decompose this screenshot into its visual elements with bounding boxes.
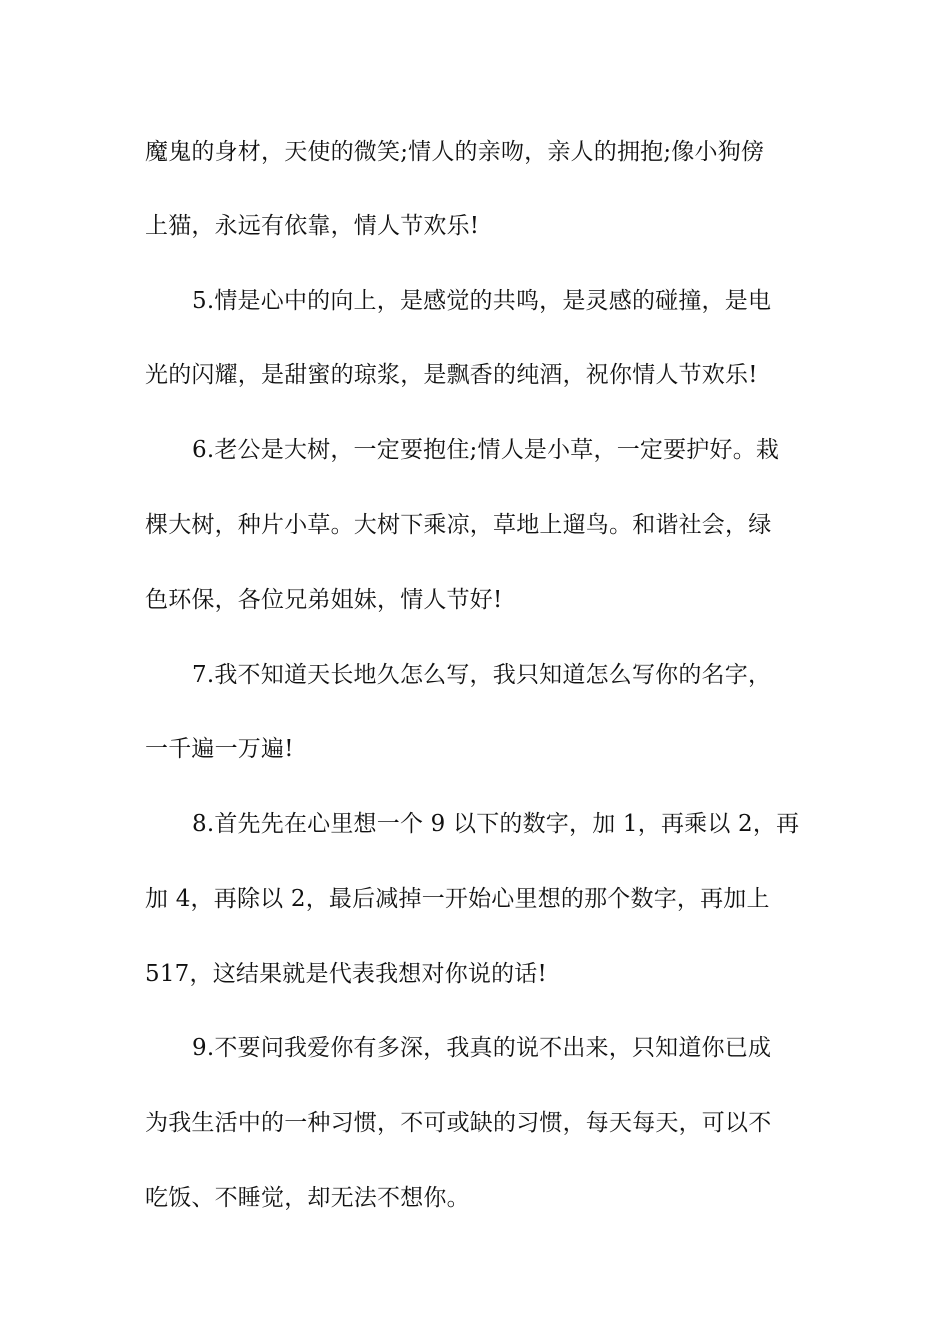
text-line: 吃饭、不睡觉，却无法不想你。 bbox=[145, 1185, 470, 1211]
paragraph-5-start: 5.情是心中的向上，是感觉的共鸣，是灵感的碰撞，是电 bbox=[192, 288, 772, 314]
text-line: 517，这结果就是代表我想对你说的话! bbox=[145, 961, 547, 987]
text-line: 上猫，永远有依靠，情人节欢乐! bbox=[145, 213, 480, 239]
text-line: 加 4，再除以 2，最后减掉一开始心里想的那个数字，再加上 bbox=[145, 886, 770, 912]
paragraph-9-start: 9.不要问我爱你有多深，我真的说不出来，只知道你已成 bbox=[192, 1035, 772, 1061]
text-line: 光的闪耀，是甜蜜的琼浆，是飘香的纯酒，祝你情人节欢乐! bbox=[145, 362, 758, 388]
text-line: 棵大树，种片小草。大树下乘凉，草地上遛鸟。和谐社会，绿 bbox=[145, 512, 772, 538]
text-line: 为我生活中的一种习惯，不可或缺的习惯，每天每天，可以不 bbox=[145, 1110, 772, 1136]
text-line: 一千遍一万遍! bbox=[145, 736, 294, 762]
text-line: 魔鬼的身材，天使的微笑;情人的亲吻，亲人的拥抱;像小狗傍 bbox=[145, 139, 765, 165]
paragraph-7-start: 7.我不知道天长地久怎么写，我只知道怎么写你的名字， bbox=[192, 662, 772, 688]
paragraph-6-start: 6.老公是大树，一定要抱住;情人是小草，一定要护好。栽 bbox=[192, 437, 780, 463]
paragraph-8-start: 8.首先先在心里想一个 9 以下的数字，加 1，再乘以 2，再 bbox=[192, 811, 800, 837]
text-line: 色环保，各位兄弟姐妹，情人节好! bbox=[145, 587, 503, 613]
